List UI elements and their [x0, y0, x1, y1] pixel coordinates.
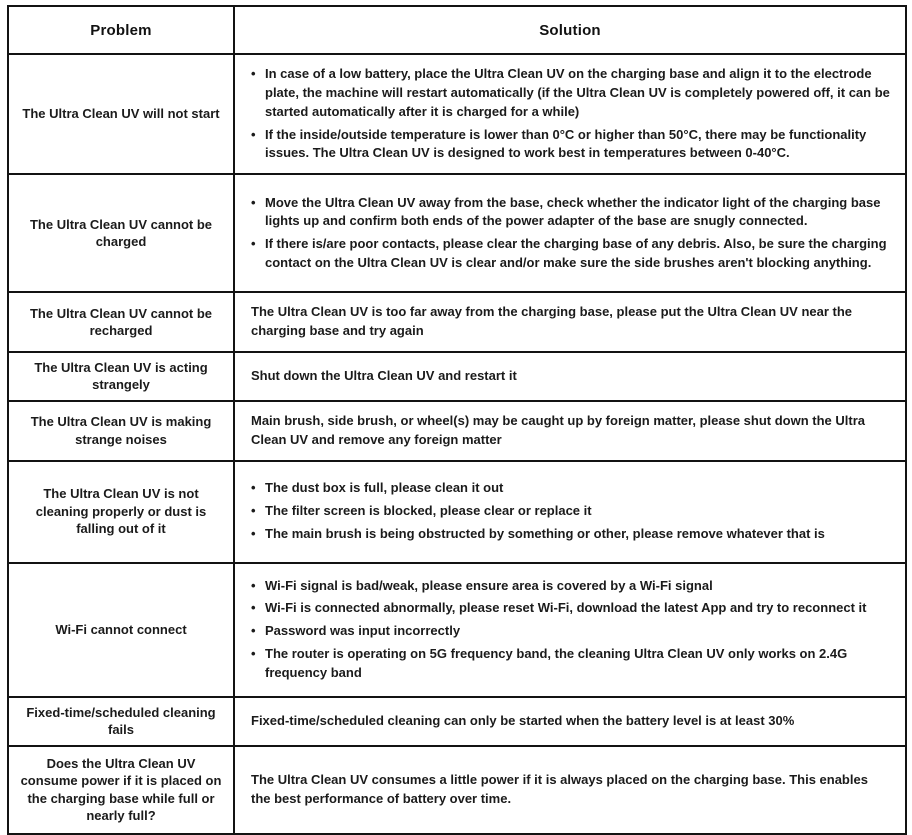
solution-text: Shut down the Ultra Clean UV and restart it [251, 368, 517, 384]
solution-item [251, 303, 891, 341]
solution-item [251, 622, 891, 641]
problem-cell: The Ultra Clean UV will not start [8, 54, 234, 174]
problem-column-header: Problem [8, 6, 234, 54]
solution-text: If the inside/outside temperature is lower than 0°C or higher than 50°C, there may be functionality issues. The Ultra Clean UV is designed to work best in temperatures between 0-40°C. [265, 126, 867, 161]
bullet-icon: • [251, 194, 256, 210]
solution-cell [234, 563, 906, 697]
solution-text: If there is/are poor contacts, please clear the charging base of any debris. Also, be sure the charging contact on the Ultra Clean UV is clear and/or make sure the side brushes aren't blocking anything. [265, 236, 887, 271]
bullet-icon: • [251, 66, 256, 81]
solution-text: Password was input incorrectly [265, 623, 461, 639]
solution-item [251, 645, 891, 683]
solution-item [251, 412, 891, 450]
solution-cell [234, 292, 906, 352]
bullet-icon: • [251, 646, 256, 662]
table-row [8, 401, 906, 461]
problem-cell: Fixed-time/scheduled cleaning fails [8, 697, 234, 746]
problem-cell: The Ultra Clean UV is making strange noises [8, 401, 234, 461]
table-body [8, 54, 906, 834]
solution-cell [234, 461, 906, 563]
solution-item [251, 479, 891, 498]
table-row [8, 174, 906, 292]
solution-item [251, 599, 891, 618]
solution-text: Fixed-time/scheduled cleaning can only be started when the battery level is at least 30% [251, 712, 795, 728]
problem-cell: Wi-Fi cannot connect [8, 563, 234, 697]
solution-text: The Ultra Clean UV consumes a little power if it is always placed on the charging base. This enables the best performance of battery over time. [251, 771, 868, 806]
solution-item [251, 771, 891, 809]
table-row [8, 746, 906, 834]
solution-cell [234, 54, 906, 174]
solution-cell [234, 352, 906, 401]
problem-cell: The Ultra Clean UV is not cleaning properly or dust is falling out of it [8, 461, 234, 563]
solution-item [251, 367, 891, 386]
table-row [8, 54, 906, 174]
header-row [8, 6, 906, 54]
table-row [8, 461, 906, 563]
bullet-icon: • [251, 236, 256, 252]
solution-text: The router is operating on 5G frequency band, the cleaning Ultra Clean UV only works on 2.4G frequency band [265, 646, 848, 680]
solution-text: The main brush is being obstructed by something or other, please remove whatever that is [265, 526, 825, 542]
solution-cell [234, 697, 906, 746]
bullet-icon: • [251, 503, 256, 519]
solution-item [251, 712, 891, 731]
solution-text: The filter screen is blocked, please clear or replace it [265, 503, 592, 519]
problem-cell: The Ultra Clean UV cannot be recharged [8, 292, 234, 352]
problem-cell: Does the Ultra Clean UV consume power if it is placed on the charging base while full or nearly full? [8, 746, 234, 834]
solution-cell [234, 746, 906, 834]
solution-text: Move the Ultra Clean UV away from the base, check whether the indicator light of the charging base lights up and confirm both ends of the power adapter of the base are snugly connected. [265, 194, 881, 229]
bullet-icon: • [251, 577, 256, 593]
bullet-icon: • [251, 623, 256, 639]
bullet-icon: • [251, 480, 256, 496]
solution-cell [234, 401, 906, 461]
solution-item [251, 577, 891, 596]
solution-item [251, 502, 891, 521]
table-row [8, 563, 906, 697]
solution-cell [234, 174, 906, 292]
bullet-icon: • [251, 526, 256, 542]
problem-cell: The Ultra Clean UV is acting strangely [8, 352, 234, 401]
solution-item [251, 235, 891, 273]
solution-item [251, 194, 891, 232]
solution-text: In case of a low battery, place the Ultra Clean UV on the charging base and align it to the electrode plate, the machine will restart automatically (if the Ultra Clean UV is completely powered off, it can be started automatically after it is charged for a while) [265, 66, 890, 119]
solution-text: The Ultra Clean UV is too far away from the charging base, please put the Ultra Clean UV near the charging base and try again [251, 304, 853, 339]
solution-item [251, 65, 891, 122]
solution-text: Wi-Fi signal is bad/weak, please ensure area is covered by a Wi-Fi signal [265, 577, 713, 593]
troubleshooting-table [7, 5, 907, 835]
table-row [8, 292, 906, 352]
table-row [8, 352, 906, 401]
bullet-icon: • [251, 600, 256, 616]
solution-text: The dust box is full, please clean it out [265, 480, 504, 496]
solution-text: Main brush, side brush, or wheel(s) may be caught up by foreign matter, please shut down the Ultra Clean UV and remove any foreign matter [251, 413, 865, 447]
bullet-icon: • [251, 126, 256, 142]
table-header [8, 6, 906, 54]
table-row [8, 697, 906, 746]
solution-item [251, 126, 891, 164]
solution-column-header: Solution [234, 6, 906, 54]
problem-cell: The Ultra Clean UV cannot be charged [8, 174, 234, 292]
solution-text: Wi-Fi is connected abnormally, please reset Wi-Fi, download the latest App and try to reconnect it [265, 600, 867, 616]
solution-item [251, 525, 891, 544]
